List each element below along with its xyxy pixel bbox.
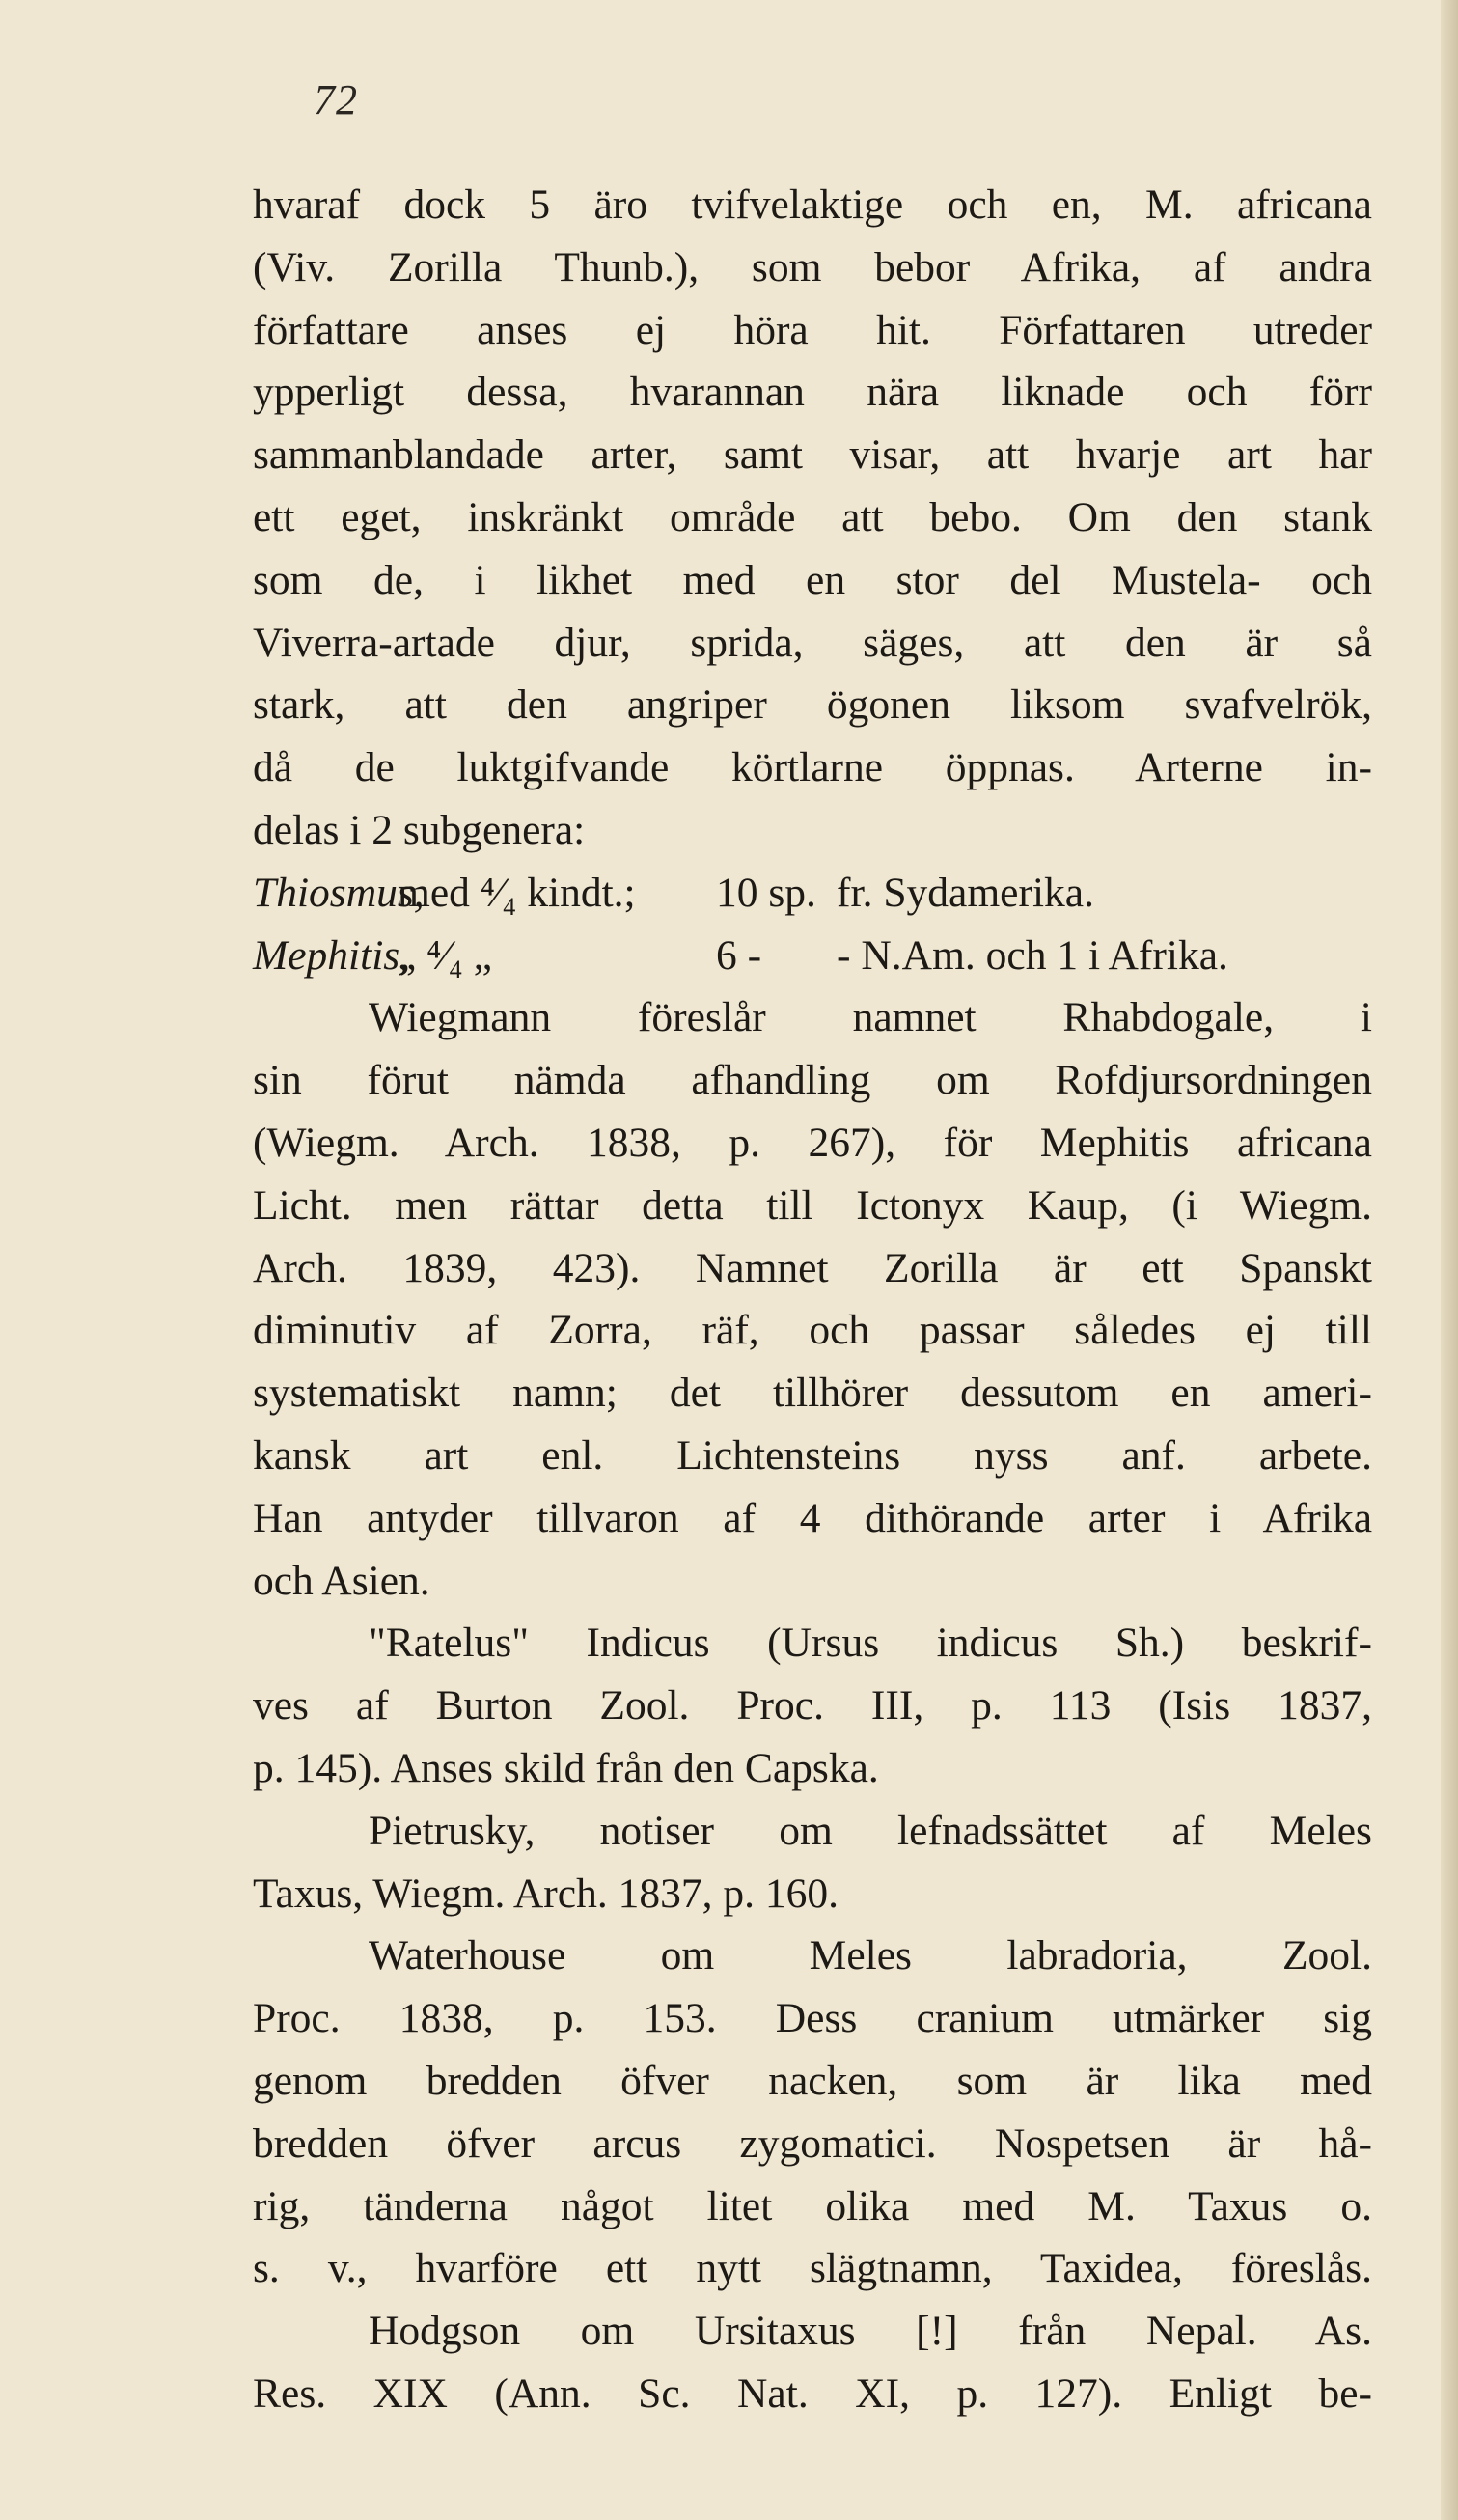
text-line: Hodgson om Ursitaxus [!] från Nepal. As. <box>369 2308 1372 2355</box>
text-line: stark, att den angriper ögonen liksom svafvelrök, <box>253 681 1372 729</box>
body-text <box>253 174 1372 2425</box>
text-line: diminutiv af Zorra, räf, och passar således ej till <box>253 1307 1372 1354</box>
text-line: Taxus, Wiegm. Arch. 1837, p. 160. <box>253 1869 839 1917</box>
text-line: som de, i likhet med en stor del Mustela- och <box>253 556 1372 603</box>
text-line: Res. XIX (Ann. Sc. Nat. XI, p. 127). Enligt be- <box>253 2369 1372 2417</box>
text-line: "Ratelus" Indicus (Ursus indicus Sh.) beskrif- <box>369 1620 1372 1667</box>
subgenus-count: 6 - <box>716 931 762 979</box>
text-line: p. 145). Anses skild från den Capska. <box>253 1744 879 1791</box>
text-line: Licht. men rättar detta till Ictonyx Kaup, (i Wiegm. <box>253 1181 1372 1229</box>
text-line: genom bredden öfver nacken, som är lika med <box>253 2057 1372 2104</box>
text-line: s. v., hvarföre ett nytt slägtnamn, Taxidea, föreslås. <box>253 2245 1372 2292</box>
subgenus-teeth: med ⁴⁄₄ kindt.; <box>398 869 636 916</box>
text-line: ypperligt dessa, hvarannan nära liknade och förr <box>253 369 1372 416</box>
text-line: Viverra-artade djur, sprida, säges, att den är så <box>253 619 1372 666</box>
subgenus-range: - N.Am. och 1 i Afrika. <box>837 931 1228 979</box>
page-number: 72 <box>314 76 358 124</box>
text-line: hvaraf dock 5 äro tvifvelaktige och en, M. africana <box>253 181 1372 228</box>
text-line: bredden öfver arcus zygomatici. Nospetsen är hå- <box>253 2119 1372 2167</box>
text-line: delas i 2 subgenera: <box>253 806 586 853</box>
text-line: Waterhouse om Meles labradoria, Zool. <box>369 1932 1372 1980</box>
subgenus-row <box>253 862 1372 925</box>
text-line: Wiegmann föreslår namnet Rhabdogale, i <box>369 994 1372 1041</box>
subgenus-range: fr. Sydamerika. <box>837 869 1094 916</box>
text-line: Arch. 1839, 423). Namnet Zorilla är ett Spanskt <box>253 1244 1372 1291</box>
text-line: Han antyder tillvaron af 4 dithörande arter i Afrika <box>253 1494 1372 1541</box>
text-line: sin förut nämda afhandling om Rofdjursordningen <box>253 1057 1372 1104</box>
text-line: kansk art enl. Lichtensteins nyss anf. arbete. <box>253 1431 1372 1479</box>
subgenus-row <box>253 925 1372 987</box>
subgenus-teeth: „ ⁴⁄₄ „ <box>398 931 492 979</box>
text-line: och Asien. <box>253 1557 430 1604</box>
text-line: rig, tänderna något litet olika med M. Taxus o. <box>253 2182 1372 2229</box>
subgenus-name: Mephitis, <box>253 931 411 979</box>
text-line: ett eget, inskränkt område att bebo. Om den stank <box>253 493 1372 540</box>
text-line: författare anses ej höra hit. Författaren utreder <box>253 306 1372 353</box>
text-line: (Viv. Zorilla Thunb.), som bebor Afrika, af andra <box>253 243 1372 291</box>
text-line: ves af Burton Zool. Proc. III, p. 113 (Isis 1837, <box>253 1682 1372 1730</box>
subgenus-name: Thiosmus, <box>253 869 425 916</box>
subgenus-count: 10 sp. <box>716 869 816 916</box>
text-line: Pietrusky, notiser om lefnadssättet af Meles <box>369 1807 1372 1854</box>
page-edge <box>1441 0 1458 2520</box>
text-line: systematiskt namn; det tillhörer dessutom en ameri- <box>253 1370 1372 1417</box>
text-line: Proc. 1838, p. 153. Dess cranium utmärker sig <box>253 1995 1372 2042</box>
text-line: (Wiegm. Arch. 1838, p. 267), för Mephitis africana <box>253 1119 1372 1166</box>
text-line: då de luktgifvande körtlarne öppnas. Arterne in- <box>253 744 1372 791</box>
text-line: sammanblandade arter, samt visar, att hvarje art har <box>253 431 1372 479</box>
